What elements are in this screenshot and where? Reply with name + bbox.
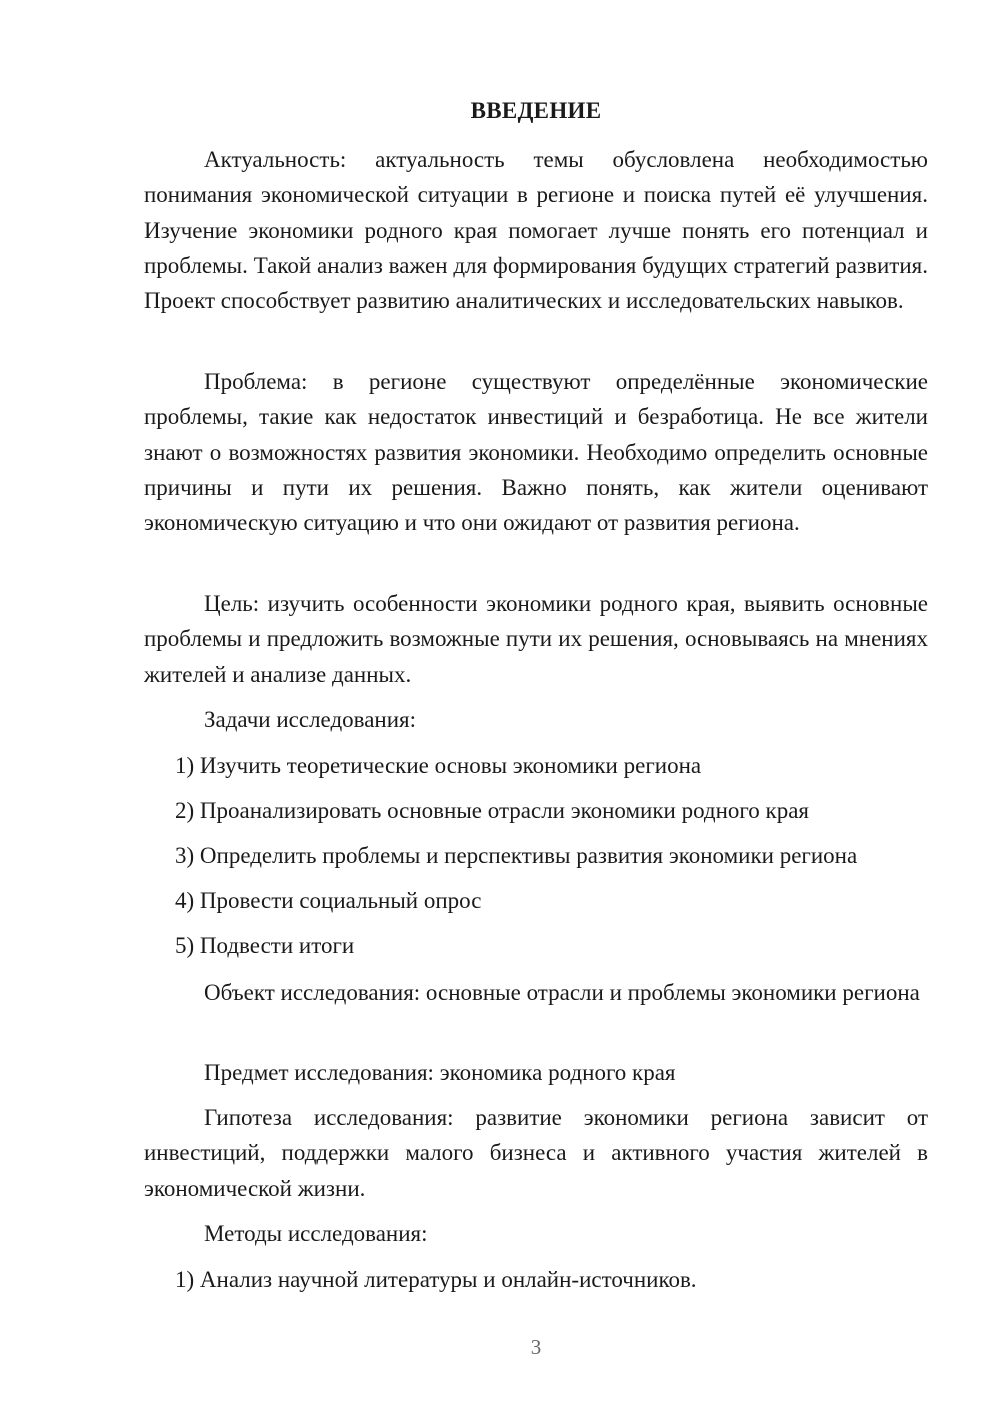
methods-heading: Методы исследования: (204, 1221, 428, 1246)
method-item-1: 1) Анализ научной литературы и онлайн-источников. (175, 1267, 697, 1292)
task-item-1: 1) Изучить теоретические основы экономики региона (175, 753, 702, 778)
paragraph-problem: Проблема: в регионе существуют определённые экономические проблемы, такие как недостаток инвестиций и безработица. Не все жители знают о возможностях развития экономики. Необходимо определить основные причины и пути их решения. Важно понять, как жители оценивают экономическую ситуацию и что они ожидают от развития региона. (144, 369, 928, 536)
paragraph-goal: Цель: изучить особенности экономики родного края, выявить основные проблемы и предложить возможные пути их решения, основываясь на мнениях жителей и анализе данных. (144, 591, 928, 687)
task-item-4: 4) Провести социальный опрос (175, 888, 482, 913)
task-item-3: 3) Определить проблемы и перспективы развития экономики региона (175, 843, 858, 868)
task-item-2: 2) Проанализировать основные отрасли экономики родного края (175, 798, 810, 823)
tasks-heading: Задачи исследования: (204, 707, 417, 732)
paragraph-object: Объект исследования: основные отрасли и проблемы экономики региона (204, 980, 920, 1005)
paragraph-hypothesis: Гипотеза исследования: развитие экономики региона зависит от инвестиций, поддержки малого бизнеса и активного участия жителей в экономической жизни. (144, 1105, 928, 1201)
page-number: 3 (530, 1335, 542, 1359)
page-title: ВВЕДЕНИЕ (470, 98, 602, 123)
research-subject: Предмет исследования: экономика родного края (204, 1060, 676, 1085)
task-item-5: 5) Подвести итоги (175, 933, 355, 958)
paragraph-relevance: Актуальность: актуальность темы обусловлена необходимостью понимания экономической ситуации в регионе и поиска путей её улучшения. Изучение экономики родного края помогает лучше понять его потенциал и проблемы. Такой анализ важен для формирования будущих стратегий развития. Проект способствует развитию аналитических и исследовательских навыков. (144, 147, 928, 314)
